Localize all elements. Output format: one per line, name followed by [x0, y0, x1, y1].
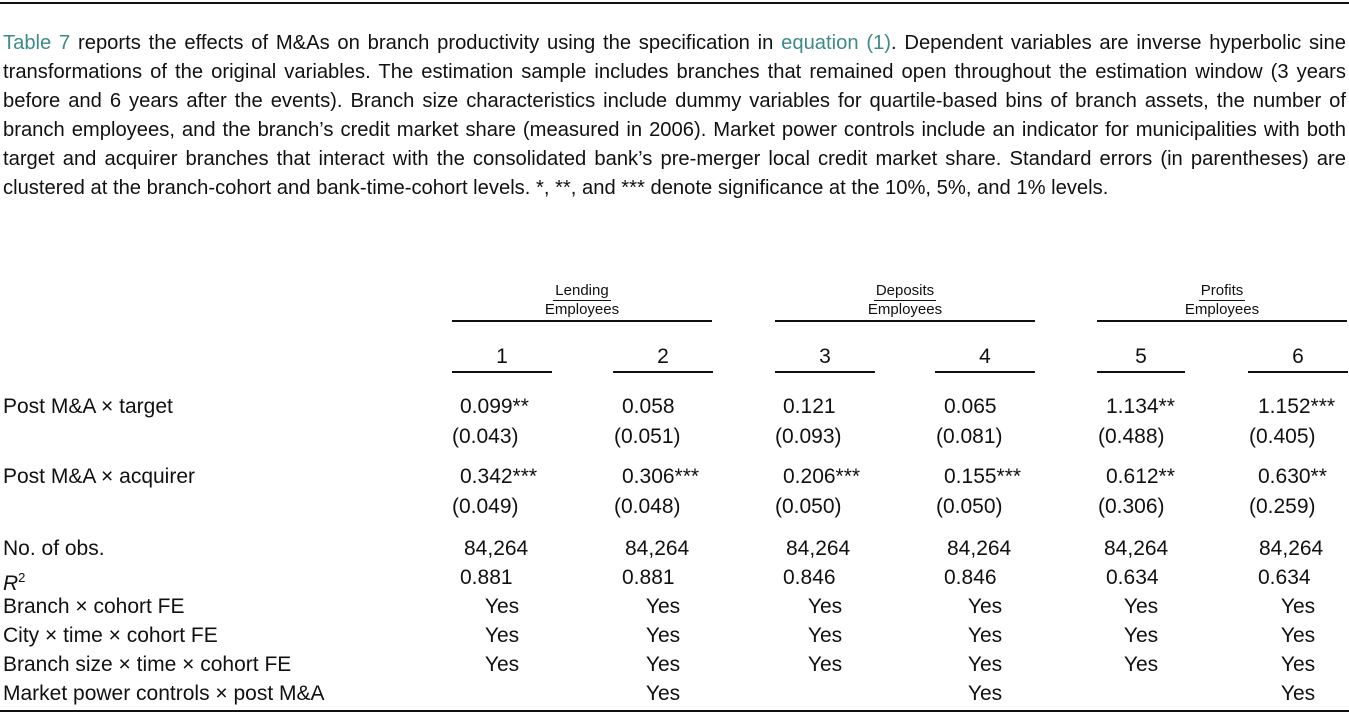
- se-cell: (0.081): [936, 425, 1003, 448]
- fe-cell: Yes: [645, 624, 681, 647]
- fe-cell: Yes: [807, 624, 843, 647]
- se-cell: (0.405): [1249, 425, 1316, 448]
- se-cell: (0.259): [1249, 495, 1316, 518]
- fe-cell: Yes: [967, 624, 1003, 647]
- row-label-post-ma-acquirer: Post M&A × acquirer: [3, 465, 196, 488]
- se-cell: (0.306): [1098, 495, 1165, 518]
- coef-cell: 1.152***: [1258, 395, 1336, 418]
- group-denominator: Employees: [867, 301, 943, 318]
- obs-cell: 84,264: [1104, 537, 1169, 560]
- column-number-3: 3: [819, 345, 831, 368]
- obs-cell: 84,264: [947, 537, 1012, 560]
- table-caption: [3, 29, 1346, 203]
- group-denominator: Employees: [544, 301, 620, 318]
- fe-cell: Yes: [645, 595, 681, 618]
- fe-cell: Yes: [645, 682, 681, 705]
- group-rule: [1097, 320, 1347, 322]
- fe-cell: Yes: [967, 653, 1003, 676]
- se-cell: (0.049): [452, 495, 519, 518]
- column-rule: [775, 371, 875, 373]
- row-label-branch-cohort-fe: Branch × cohort FE: [3, 595, 185, 618]
- se-cell: (0.048): [614, 495, 681, 518]
- coef-cell: 0.058: [622, 395, 675, 418]
- fe-cell: Yes: [1280, 653, 1316, 676]
- fe-cell: Yes: [484, 653, 520, 676]
- fe-cell: Yes: [1280, 682, 1316, 705]
- obs-cell: 84,264: [786, 537, 851, 560]
- fe-cell: Yes: [1280, 595, 1316, 618]
- fe-cell: Yes: [484, 595, 520, 618]
- fe-cell: Yes: [807, 653, 843, 676]
- bottom-rule: [0, 710, 1349, 712]
- column-rule: [613, 371, 713, 373]
- coef-cell: 0.065: [944, 395, 997, 418]
- obs-cell: 84,264: [464, 537, 529, 560]
- fe-cell: Yes: [967, 595, 1003, 618]
- group-header-profits: [1097, 282, 1347, 319]
- fe-cell: Yes: [1123, 624, 1159, 647]
- fe-cell: Yes: [807, 595, 843, 618]
- fe-cell: Yes: [1123, 653, 1159, 676]
- group-denominator: Employees: [1184, 301, 1260, 318]
- group-numerator: Profits: [1200, 282, 1244, 299]
- group-header-deposits: [775, 282, 1035, 319]
- equation-link[interactable]: equation (1): [781, 32, 891, 54]
- column-number-4: 4: [979, 345, 991, 368]
- fe-cell: Yes: [1123, 595, 1159, 618]
- column-rule: [935, 371, 1035, 373]
- row-label-post-ma-target: Post M&A × target: [3, 395, 173, 418]
- coef-cell: 0.342***: [460, 465, 538, 488]
- coef-cell: 0.155***: [944, 465, 1022, 488]
- row-label-branch-size-time-cohort-fe: Branch size × time × cohort FE: [3, 653, 292, 676]
- se-cell: (0.051): [614, 425, 681, 448]
- coef-cell: 0.630**: [1258, 465, 1327, 488]
- r2-cell: 0.881: [460, 566, 513, 589]
- fe-cell: Yes: [1280, 624, 1316, 647]
- se-cell: (0.050): [936, 495, 1003, 518]
- group-numerator: Deposits: [875, 282, 935, 299]
- row-label-obs: No. of obs.: [3, 537, 105, 560]
- r2-cell: 0.881: [622, 566, 675, 589]
- group-rule: [452, 320, 712, 322]
- column-rule: [452, 371, 552, 373]
- r2-cell: 0.634: [1258, 566, 1311, 589]
- coef-cell: 0.121: [783, 395, 836, 418]
- column-rule: [1097, 371, 1185, 373]
- coef-cell: 0.206***: [783, 465, 861, 488]
- group-numerator: Lending: [555, 282, 609, 299]
- row-label-market-power-controls: Market power controls × post M&A: [3, 682, 325, 705]
- obs-cell: 84,264: [625, 537, 690, 560]
- se-cell: (0.488): [1098, 425, 1165, 448]
- caption-text-1: reports the effects of M&As on branch productivity using the specification in: [70, 32, 782, 54]
- fe-cell: Yes: [484, 624, 520, 647]
- group-rule: [775, 320, 1035, 322]
- column-number-2: 2: [657, 345, 669, 368]
- se-cell: (0.050): [775, 495, 842, 518]
- group-header-lending: [452, 282, 712, 319]
- obs-cell: 84,264: [1259, 537, 1324, 560]
- row-label-city-time-cohort-fe: City × time × cohort FE: [3, 624, 218, 647]
- top-rule: [0, 2, 1349, 4]
- se-cell: (0.093): [775, 425, 842, 448]
- coef-cell: 1.134**: [1106, 395, 1175, 418]
- table-link[interactable]: Table 7: [3, 32, 71, 54]
- r2-cell: 0.846: [944, 566, 997, 589]
- r2-cell: 0.846: [783, 566, 836, 589]
- column-rule: [1248, 371, 1348, 373]
- fe-cell: Yes: [967, 682, 1003, 705]
- r2-cell: 0.634: [1106, 566, 1159, 589]
- row-label-r-squared: $R^2$: [3, 570, 26, 595]
- coef-cell: 0.306***: [622, 465, 700, 488]
- fe-cell: Yes: [645, 653, 681, 676]
- coef-cell: 0.612**: [1106, 465, 1175, 488]
- column-number-5: 5: [1135, 345, 1147, 368]
- coef-cell: 0.099**: [460, 395, 529, 418]
- se-cell: (0.043): [452, 425, 519, 448]
- column-number-1: 1: [496, 345, 508, 368]
- caption-text-2: . Dependent variables are inverse hyperbolic sine transformations of the original variables. The estimation sample includes branches that remained open throughout the estimation window (3 years before and 6 years after the events). Branch size characteristics include dummy variables for quartile-based bins of branch assets, the number of branch employees, and the branch’s credit market share (measured in 2006). Market power controls include an indicator for municipalities with both target and acquirer branches that interact with the consolidated bank’s pre-merger local credit market share. Standard errors (in parentheses) are clustered at the branch-cohort and bank-time-cohort levels. *, **, and *** denote significance at the 10%, 5%, and 1% levels.: [3, 32, 1346, 199]
- column-number-6: 6: [1292, 345, 1304, 368]
